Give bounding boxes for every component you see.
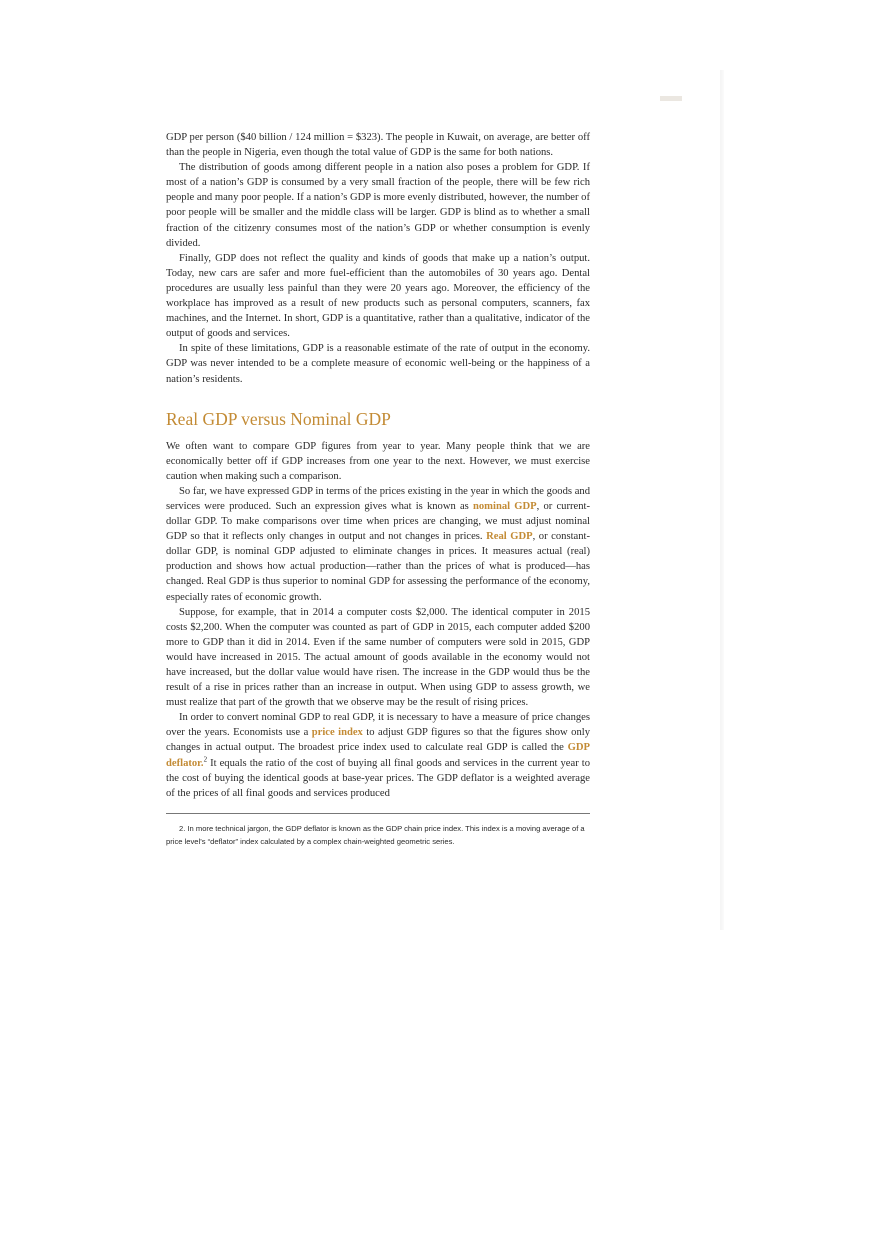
footnote-divider (166, 813, 590, 814)
footnote: 2. In more technical jargon, the GDP deflator is known as the GDP chain price index. This index is a moving average of a price level’s “deflator” index calculated by a complex chain-weighted geometric series. (166, 823, 585, 847)
term-price-index: price index (311, 727, 363, 739)
footnote-reference: 2 (203, 755, 208, 764)
scan-page-edge (720, 70, 724, 930)
term-real-gdp: Real GDP (486, 531, 533, 543)
text-span: to adjust GDP figures so that the figures show only changes in actual output. The broadest price index used to calculate real GDP is called the (166, 727, 590, 754)
section-heading: Real GDP versus Nominal GDP (166, 408, 391, 429)
term-gdp-deflator: GDP deflator. (166, 742, 590, 769)
paragraph-computer-example: Suppose, for example, that in 2014 a computer costs $2,000. The identical computer in 2015 costs $2,200. When the computer was counted as part of GDP in 2015, each computer added $200 more to GDP than it did in 2014. Even if the same number of computers were sold in 2015, GDP would have increased in 2015. The actual amount of goods available in the economy would not have increased, but the dollar value would have risen. The increase in the GDP would thus be the result of a rise in prices rather than an increase in output. When using GDP to assess growth, we must realize that part of the growth that we observe may be the result of rising prices. (166, 606, 590, 709)
term-nominal-gdp: nominal GDP (472, 500, 537, 512)
scan-smudge (660, 96, 682, 101)
text-span: It equals the ratio of the cost of buying all final goods and services in the current year to the cost of buying the identical goods at base-year prices. The GDP deflator is a weighted average of the prices of all final goods and services produced (166, 757, 590, 799)
paragraph-kuwait-nigeria: GDP per person ($40 billion / 124 million = $323). The people in Kuwait, on average, are better off than the people in Nigeria, even though the total value of GDP is the same for both nations. (166, 132, 590, 159)
paragraph-limitations: In spite of these limitations, GDP is a reasonable estimate of the rate of output in the economy. GDP was never intended to be a complete measure of economic well-being or the happiness of a nation’s residents. (166, 343, 590, 385)
text-span: , or constant-dollar GDP, is nominal GDP adjusted to eliminate changes in prices. It measures actual (real) production and shows how actual production—rather than the prices of what is produced—has changed. Real GDP is thus superior to nominal GDP for assessing the performance of the economy, especially rates of economic growth. (166, 531, 590, 603)
paragraph-compare: We often want to compare GDP figures from year to year. Many people think that we are economically better off if GDP increases from one year to the next. However, we must exercise caution when making such a comparison. (166, 440, 590, 482)
paragraph-deflator (166, 710, 590, 801)
text-span: So far, we have expressed GDP in terms of the prices existing in the year in which the goods and services were produced. Such an expression gives what is known as (166, 485, 590, 512)
paragraph-nominal-real (166, 484, 590, 605)
text-column (166, 130, 590, 849)
paragraph-distribution: The distribution of goods among different people in a nation also poses a problem for GDP. If most of a nation’s GDP is consumed by a very small fraction of the people, there will be few rich people and many poor people. If a nation’s GDP is more evenly distributed, however, the number of poor people will be smaller and the middle class will be larger. GDP is blind as to whether a small fraction of the citizenry consumes most of the nation’s GDP or whether consumption is evenly divided. (166, 162, 590, 249)
text-span: , or current-dollar GDP. To make comparisons over time when prices are changing, we must adjust nominal GDP so that it reflects only changes in output and not changes in prices. (166, 500, 590, 543)
paragraph-quality: Finally, GDP does not reflect the quality and kinds of goods that make up a nation’s output. Today, new cars are safer and more fuel-efficient than the automobiles of 30 years ago. Dental procedures are usually less painful than they were 20 years ago. Moreover, the efficiency of the workplace has improved as a result of new products such as personal computers, scanners, fax machines, and the Internet. In short, GDP is a quantitative, rather than a qualitative, indicator of the output of goods and services. (166, 252, 590, 340)
text-span: In order to convert nominal GDP to real GDP, it is necessary to have a measure of price changes over the years. Economists use a (166, 712, 590, 739)
